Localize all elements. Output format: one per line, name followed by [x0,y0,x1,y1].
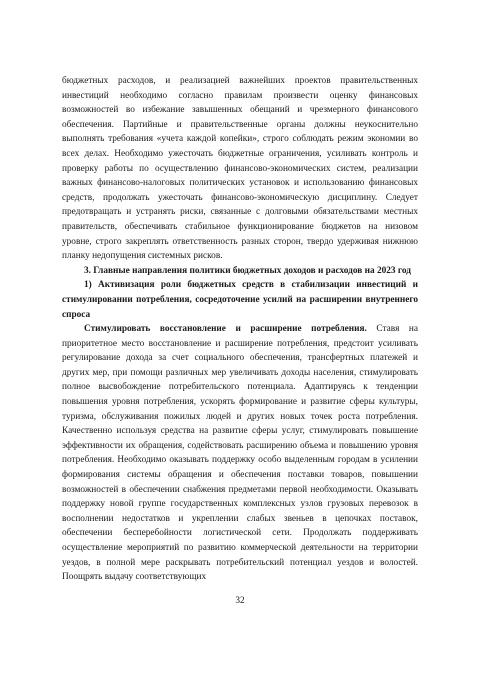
subsection-heading: 1) Активизация роли бюджетных средств в стабилизации инвестиций и стимулировании потребления, сосредоточение усилий на расширении внутреннего спроса [62,280,418,320]
section-heading: 3. Главные направления политики бюджетных доходов и расходов на 2023 год [84,265,411,276]
document-page [62,74,418,585]
paragraph-budget-control: бюджетных расходов, и реализацией важнейших проектов правительственных инвестиций необходимо согласно правилам произвести оценку финансовых возможностей во избежание завышенных обещаний и чрезмерного финансового обеспечения. Партийные и правительственные органы должны неукоснительно выполнять требования «учета каждой копейки», строго соблюдать режим экономии во всех делах. Необходимо ужесточать бюджетные ограничения, усиливать контроль и проверку работы по осуществлению финансово-экономических систем, реализации важных финансово-налоговых политических установок и использованию финансовых средств, продолжать ужесточать финансово-экономическую дисциплину. Следует предотвращать и устранять риски, связанные с долговыми обязательствами местных правительств, обеспечивать стабильное функционирование бюджетов на низовом уровне, строго закреплять ответственность разных сторон, твердо удерживая нижнюю планку недопущения системных рисков. [62,76,418,262]
paragraph-body: Ставя на приоритетное место восстановление и расширение потребления, предстоит усиливать регулирование дохода за счет социального обеспечения, трансфертных платежей и других мер, при помощи различных мер увеличивать доходы населения, стимулировать полное высвобождение потребительского потенциала. Адаптируясь к тенденции повышения уровня потребления, ускорять формирование и развитие сферы культуры, туризма, обслуживания пожилых людей и других новых точек роста потребления. Качественно используя средства на развитие сферы услуг, стимулировать повышение эффективности их обращения, содействовать расширению объема и повышению уровня потребления. Необходимо оказывать поддержку особо выделенным городам в усилении формирования системы обращения и обеспечения поставки товаров, повышении возможностей в обеспечении снабжения предметами первой необходимости. Оказывать поддержку новой группе государственных комплексных узлов грузовых перевозок в восполнении недостатков и укреплении слабых звеньев в цепочках поставок, обеспечении бесперебойности логистической сети. Продолжать поддерживать осуществление мероприятий по развитию коммерческой деятельности на территории уездов, в полной мере раскрывать потребительский потенциал уездов и волостей. Поощрять выдачу соответствующих [62,324,418,583]
paragraph-lead: Стимулировать восстановление и расширение потребления. [84,324,367,335]
page-number: 32 [235,596,245,606]
paragraph-consumption [62,322,418,585]
